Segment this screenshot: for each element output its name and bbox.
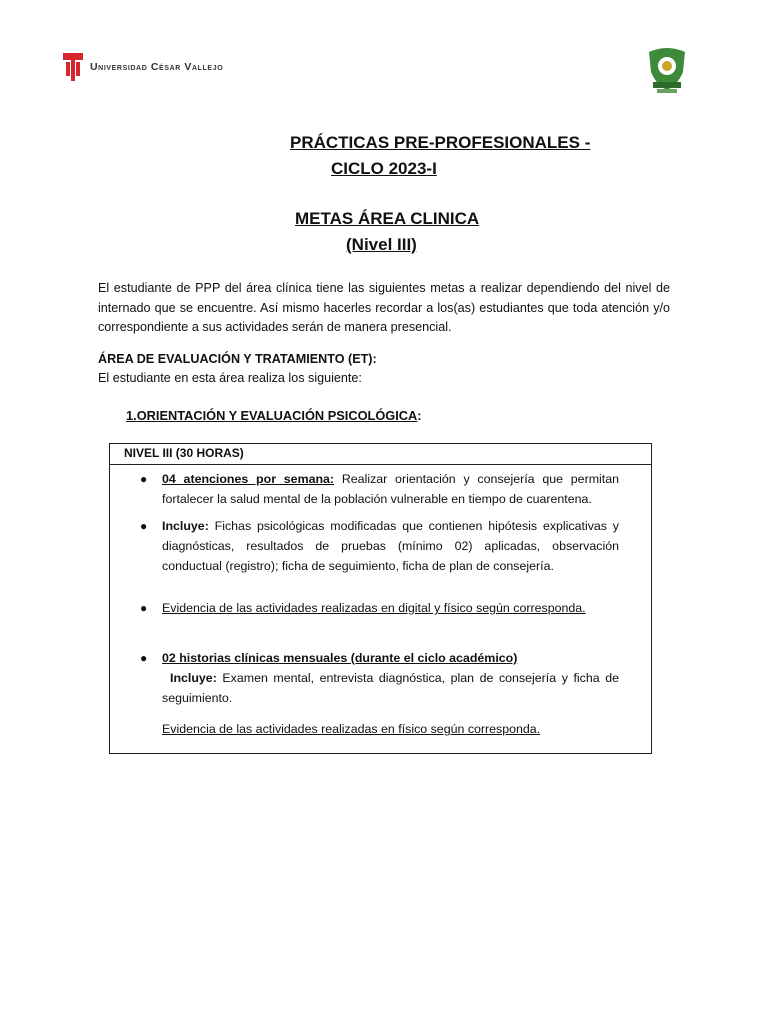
item-heading — [126, 408, 422, 423]
incluye-text: Fichas psicológicas modificadas que contienen hipótesis explicativas y diagnósticas, resultados de pruebas (mínimo 02) aplicadas, observación conductual (registro); ficha de seguimiento, ficha de plan de consejería. — [162, 519, 619, 573]
section-heading: ÁREA DE EVALUACIÓN Y TRATAMIENTO (ET): — [98, 352, 377, 366]
title-nivel: (Nivel III) — [346, 235, 417, 254]
incluye-label: Incluye: — [162, 519, 209, 533]
bullet-incluye — [162, 516, 619, 576]
bullet-icon: ● — [140, 472, 148, 486]
box-heading: NIVEL III (30 HORAS) — [110, 444, 651, 465]
historias-incluye-text: Examen mental, entrevista diagnóstica, plan de consejería y ficha de seguimiento. — [162, 671, 619, 705]
atenciones-label: 04 atenciones por semana: — [162, 472, 335, 486]
title-ciclo: CICLO 2023-I — [331, 159, 437, 178]
historias-evidencia: Evidencia de las actividades realizadas en físico según corresponda. — [162, 722, 541, 736]
ucv-logo — [62, 52, 223, 82]
historias-label: 02 historias clínicas mensuales (durante el ciclo académico) — [162, 651, 518, 665]
historias-incluye — [162, 668, 619, 708]
item-colon: : — [417, 408, 422, 423]
ucv-shield-icon — [62, 52, 84, 82]
title-practicas: PRÁCTICAS PRE-PROFESIONALES - — [290, 133, 591, 152]
section-subtext: El estudiante en esta área realiza los siguiente: — [98, 371, 362, 385]
bullet-icon: ● — [140, 601, 148, 615]
intro-paragraph: El estudiante de PPP del área clínica tiene las siguientes metas a realizar dependiendo del nivel de internado que se encuentre. Así mismo hacerles recordar a los(as) estudiantes que toda atención y/o correspondiente a sus actividades serán de manera presencial. — [98, 281, 670, 334]
bullet-historias — [162, 648, 619, 668]
item-title: ORIENTACIÓN Y EVALUACIÓN PSICOLÓGICA — [136, 408, 418, 423]
title-metas: METAS ÁREA CLINICA — [295, 209, 480, 228]
atenciones-text: Realizar orientación y consejería que permitan fortalecer la salud mental de la población vulnerable en tiempo de cuarentena. — [162, 472, 619, 506]
accreditation-badge-icon — [643, 46, 691, 96]
bullet-atenciones — [162, 469, 619, 509]
bullet-icon: ● — [140, 519, 148, 533]
bullet-icon: ● — [140, 651, 148, 665]
historias-incluye-label: Incluye: — [170, 671, 217, 685]
ucv-logo-text: Universidad César Vallejo — [90, 61, 224, 73]
bullet-evidencia-digital: Evidencia de las actividades realizadas en digital y físico según corresponda. — [162, 601, 586, 615]
item-number: 1. — [126, 408, 137, 423]
goals-box — [109, 443, 652, 754]
